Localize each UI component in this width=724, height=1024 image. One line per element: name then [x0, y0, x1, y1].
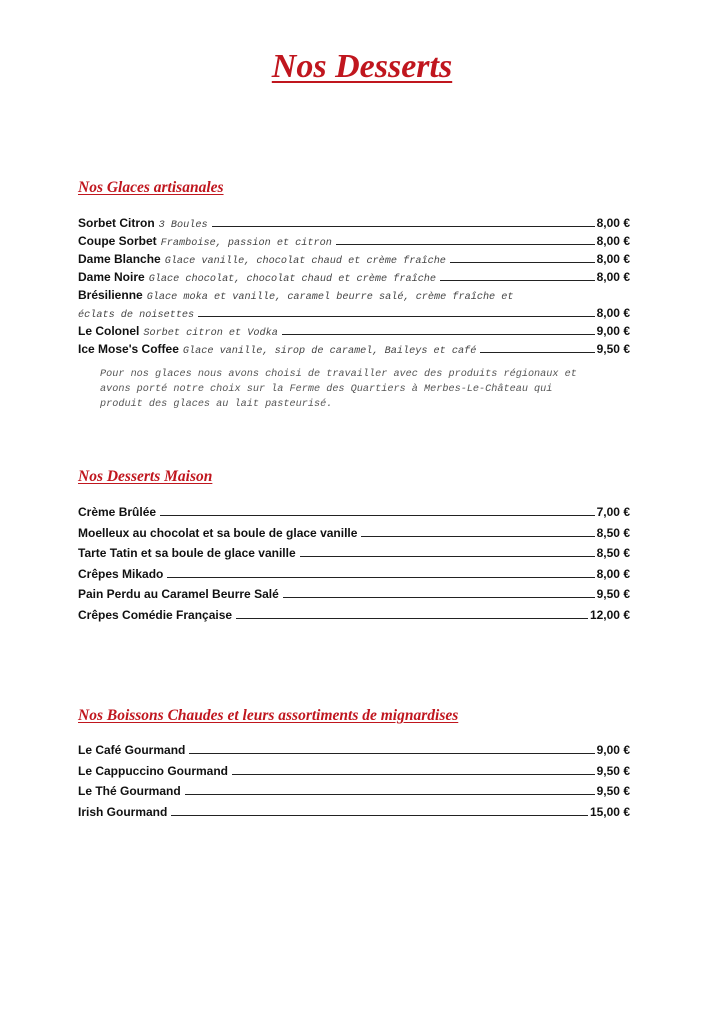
menu-list-boissons — [78, 741, 630, 823]
dotted-leader — [232, 762, 595, 775]
menu-item — [78, 565, 630, 586]
item-price: 8,50 € — [596, 546, 630, 561]
item-description: Glace moka et vanille, caramel beurre salé, crème fraîche et — [146, 292, 514, 303]
menu-list-glaces — [78, 214, 630, 358]
item-name: Pain Perdu au Caramel Beurre Salé — [78, 587, 279, 602]
sourcing-note: Pour nos glaces nous avons choisi de travailler avec des produits régionaux et avons porté notre choix sur la Ferme des Quartiers à Merbes-Le-Château qui produit des glaces au lait pasteurisé. — [100, 369, 577, 410]
item-description: Glace vanille, chocolat chaud et crème fraîche — [164, 256, 446, 267]
item-price: 8,00 € — [596, 234, 630, 248]
dotted-leader — [171, 803, 588, 816]
item-price: 7,00 € — [596, 505, 630, 519]
item-description: Glace vanille, sirop de caramel, Baileys et café — [182, 346, 477, 357]
item-name: Dame Noire — [78, 270, 145, 284]
item-price: 8,00 € — [596, 306, 630, 320]
menu-item — [78, 503, 630, 524]
item-price: 8,00 € — [596, 252, 630, 266]
item-price: 9,50 € — [596, 342, 630, 356]
menu-item — [78, 214, 630, 232]
item-name: Crème Brûlée — [78, 505, 157, 519]
item-description: Glace chocolat, chocolat chaud et crème fraîche — [148, 274, 437, 285]
dotted-leader — [282, 322, 595, 335]
item-price: 8,50 € — [596, 525, 630, 540]
menu-item — [78, 322, 630, 340]
section-title-boissons: Nos Boissons Chaudes et leurs assortiments de mignardises — [78, 707, 459, 724]
menu-item — [78, 741, 630, 762]
dotted-leader — [198, 304, 594, 317]
dotted-leader — [189, 741, 594, 754]
dotted-leader — [336, 232, 595, 245]
menu-item — [78, 524, 630, 545]
item-price: 15,00 € — [589, 804, 630, 819]
item-price: 9,00 € — [596, 324, 630, 338]
menu-item — [78, 782, 630, 803]
dotted-leader — [440, 268, 595, 281]
dotted-leader — [283, 585, 595, 598]
menu-item — [78, 762, 630, 783]
dotted-leader — [361, 524, 594, 537]
item-price: 8,00 € — [596, 216, 630, 230]
item-price: 9,50 € — [596, 784, 630, 799]
item-description: Sorbet citron et Vodka — [143, 328, 278, 339]
menu-item — [78, 286, 630, 322]
item-price: 9,50 € — [596, 587, 630, 602]
item-price: 9,00 € — [596, 743, 630, 757]
item-price: 9,50 € — [596, 763, 630, 778]
menu-item — [78, 250, 630, 268]
item-name: Brésilienne — [78, 288, 143, 302]
item-name: Le Colonel — [78, 324, 140, 338]
item-price: 8,00 € — [596, 566, 630, 581]
menu-list-maison — [78, 503, 630, 627]
item-description: Framboise, passion et citron — [160, 238, 332, 249]
dotted-leader — [185, 782, 595, 795]
menu-item — [78, 803, 630, 824]
dotted-leader — [480, 340, 594, 353]
dotted-leader — [300, 544, 595, 557]
page-title: Nos Desserts — [271, 48, 453, 85]
menu-item — [78, 544, 630, 565]
item-name: Crêpes Comédie Française — [78, 607, 233, 622]
menu-item — [78, 585, 630, 606]
item-price: 8,00 € — [596, 270, 630, 284]
item-description-continued: éclats de noisettes — [78, 310, 195, 321]
item-name: Irish Gourmand — [78, 804, 168, 819]
dotted-leader — [450, 250, 595, 263]
section-title-maison: Nos Desserts Maison — [78, 468, 213, 485]
menu-item — [78, 268, 630, 286]
item-description: 3 Boules — [158, 220, 208, 231]
dotted-leader — [160, 503, 595, 516]
item-name: Le Thé Gourmand — [78, 784, 181, 799]
dotted-leader — [167, 565, 594, 578]
item-name: Sorbet Citron — [78, 216, 155, 230]
item-name: Coupe Sorbet — [78, 234, 157, 248]
item-name: Le Café Gourmand — [78, 743, 186, 757]
section-title-glaces: Nos Glaces artisanales — [78, 179, 224, 196]
item-name: Le Cappuccino Gourmand — [78, 763, 229, 778]
dotted-leader — [212, 214, 595, 227]
item-name: Dame Blanche — [78, 252, 161, 266]
item-name: Tarte Tatin et sa boule de glace vanille — [78, 546, 296, 561]
menu-item — [78, 606, 630, 627]
item-name: Crêpes Mikado — [78, 566, 164, 581]
menu-item — [78, 340, 630, 358]
dotted-leader — [236, 606, 588, 619]
item-name: Ice Mose's Coffee — [78, 342, 179, 356]
menu-item — [78, 232, 630, 250]
item-name: Moelleux au chocolat et sa boule de glace vanille — [78, 525, 358, 540]
item-price: 12,00 € — [589, 607, 630, 622]
